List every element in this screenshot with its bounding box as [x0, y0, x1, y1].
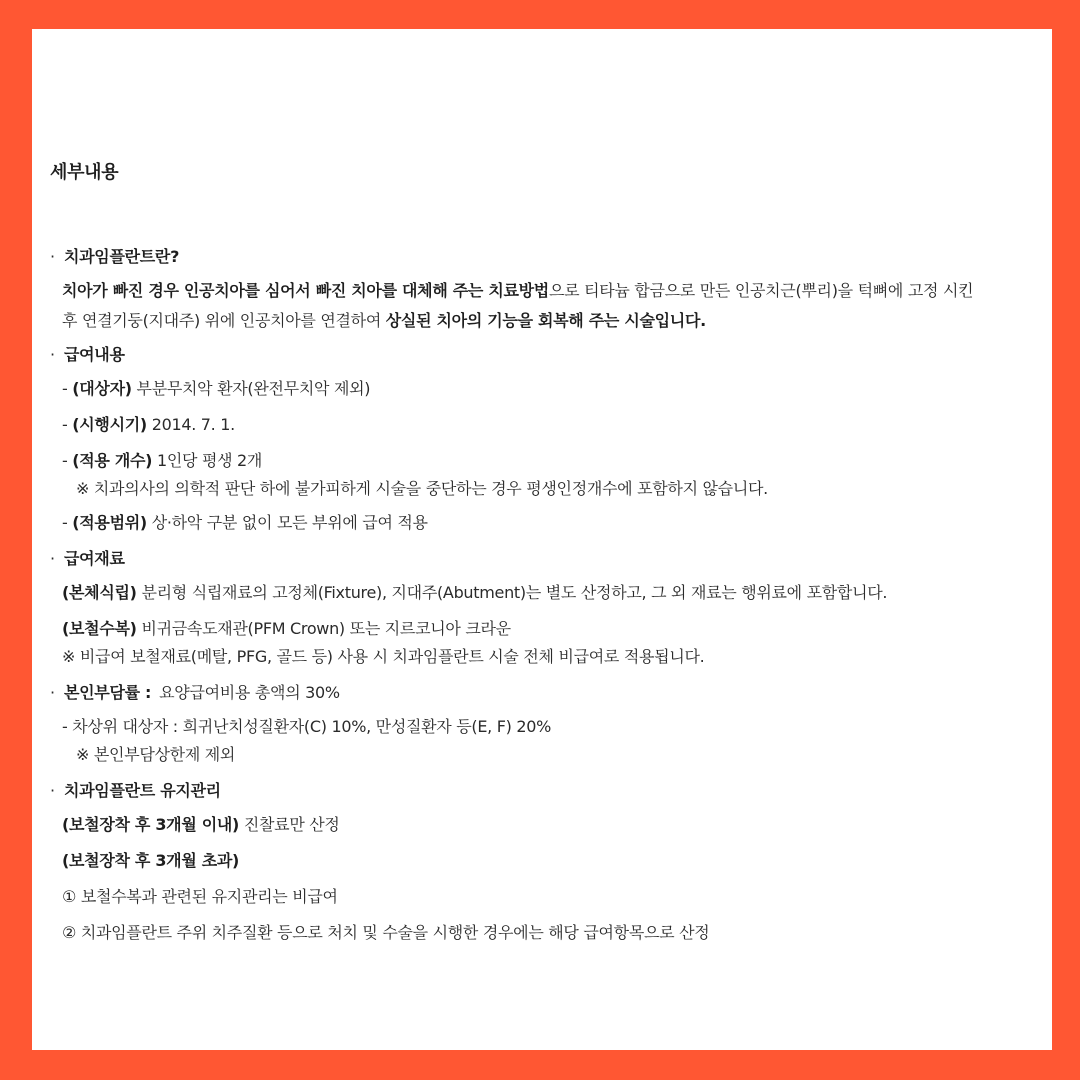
coverage-item-date: - (시행시기) 2014. 7. 1. — [62, 415, 235, 434]
bullet-dot: · — [50, 549, 55, 568]
content-card — [32, 29, 1052, 1050]
section-heading-copay: · 본인부담률 : 요양급여비용 총액의 30% — [50, 681, 340, 705]
coverage-count-note: ※ 치과의사의 의학적 판단 하에 불가피하게 시술을 중단하는 경우 평생인정개수에 포함하지 않습니다. — [76, 479, 768, 498]
maintenance-over-3months: (보철장착 후 3개월 초과) — [62, 851, 240, 870]
section-heading-maintenance: · 치과임플란트 유지관리 — [50, 779, 221, 803]
coverage-item-scope: - (적용범위) 상·하악 구분 없이 모든 부위에 급여 적용 — [62, 513, 428, 532]
coverage-item-target: - (대상자) 부분무치악 환자(완전무치악 제외) — [62, 379, 371, 398]
section-heading-materials: · 급여재료 — [50, 547, 125, 571]
bullet-dot: · — [50, 781, 55, 800]
bullet-dot: · — [50, 345, 55, 364]
implant-definition-line2: 후 연결기둥(지대주) 위에 인공치아를 연결하여 상실된 치아의 기능을 회복해 주는 시술입니다. — [62, 311, 706, 330]
bullet-dot: · — [50, 683, 55, 702]
maintenance-item-2: ② 치과임플란트 주위 치주질환 등으로 처치 및 수술을 시행한 경우에는 해당 급여항목으로 산정 — [62, 923, 710, 942]
maintenance-item-1: ① 보철수복과 관련된 유지관리는 비급여 — [62, 887, 338, 906]
copay-sub-line: - 차상위 대상자 : 희귀난치성질환자(C) 10%, 만성질환자 등(E, F) 20% — [62, 717, 552, 736]
coverage-item-count: - (적용 개수) 1인당 평생 2개 — [62, 451, 263, 470]
maintenance-within-3months: (보철장착 후 3개월 이내) 진찰료만 산정 — [62, 815, 340, 834]
implant-definition-line1: 치아가 빠진 경우 인공치아를 심어서 빠진 치아를 대체해 주는 치료방법으로 티타늄 합금으로 만든 인공치근(뿌리)을 턱뼈에 고정 시킨 — [62, 281, 974, 300]
bullet-dot: · — [50, 247, 55, 266]
materials-crown-line: (보철수복) 비귀금속도재관(PFM Crown) 또는 지르코니아 크라운 — [62, 619, 511, 638]
copay-note: ※ 본인부담상한제 제외 — [76, 745, 236, 764]
section-heading-coverage: · 급여내용 — [50, 343, 125, 367]
materials-fixture-line: (본체식립) 분리형 식립재료의 고정체(Fixture), 지대주(Abutment)는 별도 산정하고, 그 외 재료는 행위료에 포함합니다. — [62, 583, 888, 602]
materials-note: ※ 비급여 보철재료(메탈, PFG, 골드 등) 사용 시 치과임플란트 시술 전체 비급여로 적용됩니다. — [62, 647, 705, 666]
page-title: 세부내용 — [50, 162, 119, 183]
section-heading-implant: · 치과임플란트란? — [50, 245, 179, 269]
